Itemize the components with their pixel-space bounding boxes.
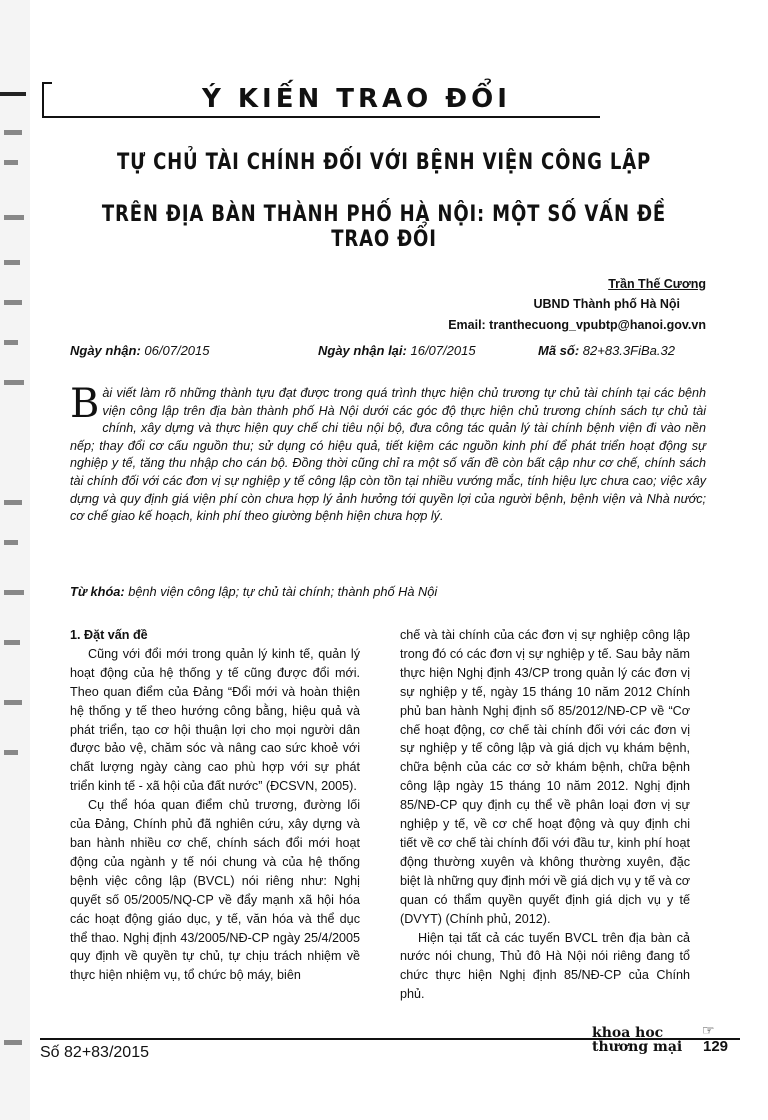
spine-mark [4, 160, 18, 165]
spine-mark [4, 540, 18, 545]
spine-mark [4, 380, 24, 385]
right-column [400, 626, 690, 1004]
spine-mark [4, 260, 20, 265]
spine-mark [4, 500, 22, 505]
spine-mark [4, 590, 24, 595]
paragraph: Cụ thể hóa quan điểm chủ trương, đường lối của Đảng, Chính phủ đã nghiên cứu, xây dựng và ban hành nhiều cơ chế, chính sách đổi mới hoạt động của ngành y tế nói chung và của hệ thống bệnh việc công lập (BVCL) nói riêng như: Nghị quyết số 05/2005/NQ-CP về đẩy mạnh xã hội hóa các hoạt động giáo dục, y tế, văn hóa và thể dục thể thao. Nghị định 43/2005/NĐ-CP ngày 25/4/2005 quy định về quyền tự chủ, tự chịu trách nhiệm về thực hiện nhiệm vụ, tổ chức bộ máy, biên [70, 798, 360, 983]
spine-mark [4, 215, 24, 220]
abstract-dropcap: B [70, 381, 100, 427]
spine-mark [4, 700, 22, 705]
spine-mark [0, 92, 26, 96]
article-code [538, 343, 675, 358]
article-title-line2: TRÊN ĐỊA BÀN THÀNH PHỐ HÀ NỘI: MỘT SỐ VẤN ĐỀ TRAO ĐỔI [101, 202, 667, 252]
section-heading: 1. Đặt vấn đề [70, 628, 148, 642]
abstract-text: ài viết làm rõ những thành tựu đạt được trong quá trình thực hiện chủ trương tự chủ tài chính tại các bệnh viện công lập trên địa bàn thành phố Hà Nội dưới các góc độ thực hiện chủ trương chính sách tự chủ tài chính, xây dựng và thực hiện quy chế chi tiêu nội bộ, đưa công tác quản lý tài chính bệnh viện đi vào nền nếp; thay đổi cơ cấu nguồn thu; sử dụng có hiệu quả, tiết kiệm các nguồn kinh phí để phát triển hoạt động sự nghiệp y tế, tăng thu nhập cho cán bộ. Đồng thời cũng chỉ ra một số vấn đề còn bất cập như cơ chế, chính sách tài chính đối với các đơn vị sự nghiệp y tế công lập còn tồn tại nhiều vướng mắc, tính hiệu lực chưa cao; việc xây dựng và quy định giá viện phí còn chưa hợp lý ảnh hưởng tới quyền lợi của người bệnh, bệnh viện và Nhà nước; cơ chế giao kế hoạch, kinh phí theo giường bệnh hiện chưa hợp lý. [70, 386, 706, 524]
left-column [70, 626, 360, 985]
received-date [70, 343, 210, 358]
spine-mark [4, 130, 22, 135]
journal-logo-line2: thương mại [592, 1039, 683, 1055]
pointing-hand-icon: ☞ [702, 1022, 715, 1038]
journal-logo [592, 1026, 682, 1054]
revised-value: 16/07/2015 [410, 343, 476, 358]
paragraph: Hiện tại tất cả các tuyến BVCL trên địa bàn cả nước nói chung, Thủ đô Hà Nội nói riêng đang tổ chức thực hiện Nghị định 85/NĐ-CP của Chính phủ. [400, 930, 690, 1002]
author-name: Trần Thế Cương [608, 277, 706, 291]
banner-bracket [42, 82, 52, 118]
binding-spine [0, 0, 30, 1120]
code-label: Mã số: [538, 343, 580, 358]
spine-mark [4, 640, 20, 645]
issue-number: Số 82+83/2015 [40, 1044, 149, 1061]
code-value: 82+83.3FiBa.32 [582, 343, 675, 358]
received-value: 06/07/2015 [144, 343, 210, 358]
keywords-text: bệnh viện công lập; tự chủ tài chính; thành phố Hà Nội [128, 584, 438, 599]
article-title-line1: TỰ CHỦ TÀI CHÍNH ĐỐI VỚI BỆNH VIỆN CÔNG LẬP [116, 150, 652, 175]
abstract [70, 381, 706, 526]
spine-mark [4, 300, 22, 305]
keywords [70, 584, 437, 599]
banner-underline [52, 116, 600, 118]
spine-mark [4, 750, 18, 755]
paragraph: chế và tài chính của các đơn vị sự nghiệp công lập trong đó có các đơn vị sự nghiệp y tế. Sau bảy năm thực hiện Nghị định 43/CP trong quản lý các đơn vị sự nghiệp y tế, ngày 15 tháng 10 năm 2012 Chính phủ ban hành Nghị định số 85/2012/NĐ-CP về “Cơ chế hoạt động, cơ chế tài chính đối với các đơn vị sự nghiệp y tế công lập và giá dịch vụ khám bệnh, chữa bệnh của các cơ sở khám bệnh, chữa bệnh công lập ngày 15 tháng 10 năm 2012. Nghị định 85/NĐ-CP quy định cụ thể về phân loại đơn vị sự nghiệp y tế, về cơ chế hoạt động và quy định chi tiết về cơ chế tài chính đối với đầu tư, kinh phí hoạt động thường xuyên và không thường xuyên, đặc biệt là những quy định mới về giá dịch vụ y tế và cơ quan có thẩm quyền quyết định giá dịch vụ y tế (DVYT) (Chính phủ, 2012). [400, 628, 690, 926]
revised-label: Ngày nhận lại: [318, 343, 407, 358]
author-email: Email: tranthecuong_vpubtp@hanoi.gov.vn [448, 318, 706, 332]
received-label: Ngày nhận: [70, 343, 141, 358]
author-org: UBND Thành phố Hà Nội [533, 297, 680, 311]
spine-mark [4, 340, 18, 345]
paragraph: Cũng với đổi mới trong quản lý kinh tế, quản lý hoạt động của hệ thống y tế cũng được đổi mới. Theo quan điểm của Đảng “Đổi mới và hoàn thiện hệ thống y tế theo hướng công bằng, hiệu quả và phát triển, tạo cơ hội thuận lợi cho mọi người dân được bảo vệ, chăm sóc và nâng cao sức khoẻ với chất lượng ngày càng cao phù hợp với sự phát triển kinh tế - xã hội của đất nước” (ĐCSVN, 2005). [70, 646, 360, 794]
section-banner-text: Ý KIẾN TRAO ĐỔI [202, 84, 511, 114]
keywords-label: Từ khóa: [70, 584, 125, 599]
section-banner [42, 82, 600, 118]
revised-date [318, 343, 476, 358]
page-number: 129 [703, 1038, 729, 1055]
journal-logo-line1: khoa học [592, 1025, 664, 1041]
spine-mark [4, 1040, 22, 1045]
